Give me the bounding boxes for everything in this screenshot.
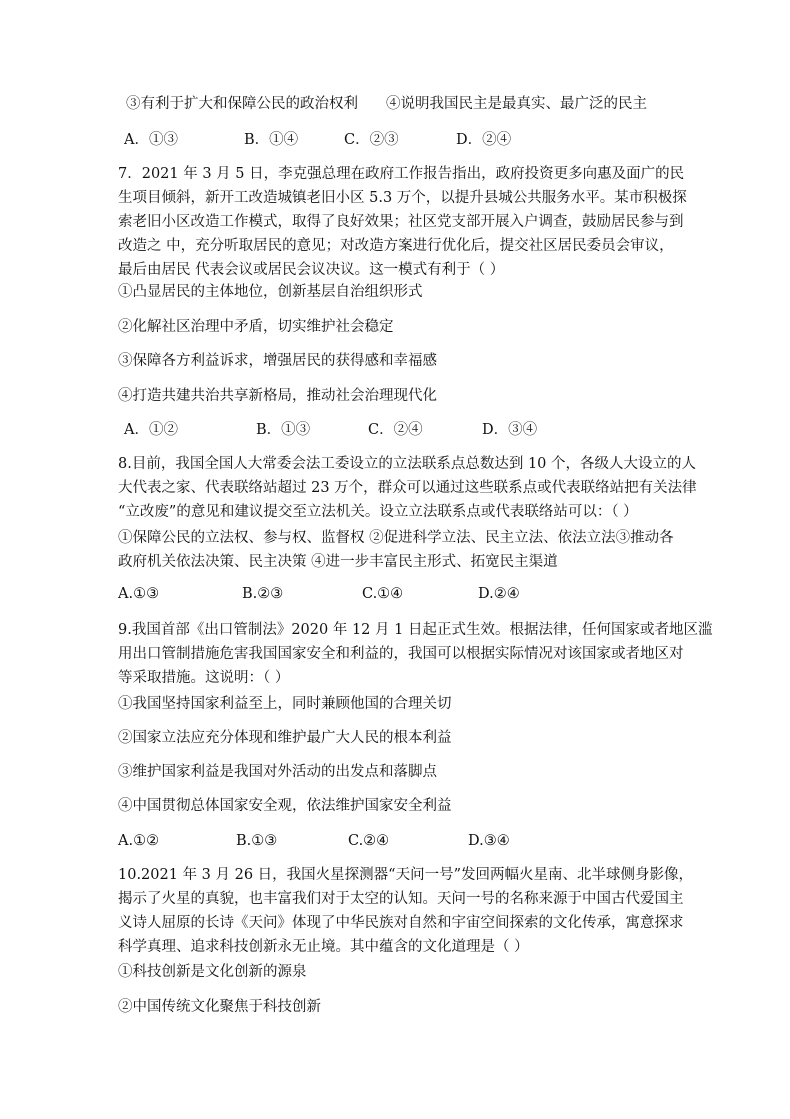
q7-stem-line: 7．2021 年 3 月 5 日，李克强总理在政府工作报告指出，政府投资更多向惠及面广的民 — [118, 166, 685, 182]
q9-statement-2: ②国家立法应充分体现和维护最广大人民的根本利益 — [118, 730, 452, 746]
q8-statement-line: ①保障公民的立法权、参与权、监督权 ②促进科学立法、民主立法、依法立法③推动各 — [118, 530, 674, 546]
q7-stem-line: 索老旧小区改造工作模式，取得了良好效果；社区党支部开展入户调查，鼓励居民参与到 — [118, 214, 684, 230]
q7-statement-3: ③保障各方利益诉求，增强居民的获得感和幸福感 — [118, 353, 437, 369]
q8-statement-line: 政府机关依法决策、民主决策 ④进一步丰富民主形式、拓宽民主渠道 — [118, 554, 558, 570]
q7-stem-line: 最后由居民 代表会议或居民会议决议。这一模式有利于（ ） — [118, 262, 505, 278]
q7-option-c[interactable]: C．②④ — [368, 422, 423, 438]
q7-options — [118, 420, 537, 440]
q7-statement-4: ④打造共建共治共享新格局，推动社会治理现代化 — [118, 388, 437, 404]
q6-option-c[interactable]: C．②③ — [344, 132, 399, 148]
q10-statement-2: ②中国传统文化聚焦于科技创新 — [118, 999, 321, 1015]
q7-stem — [118, 162, 687, 282]
q10-statement-1: ①科技创新是文化创新的源泉 — [118, 964, 307, 980]
q9-stem-line: 等采取措施。这说明：（ ） — [118, 670, 290, 686]
q6-statement-4: ④说明我国民主是最真实、最广泛的民主 — [386, 96, 647, 112]
q6-statement-3: ③有利于扩大和保障公民的政治权利 — [126, 96, 358, 112]
q6-option-d[interactable]: D．②④ — [456, 132, 512, 148]
q7-statement-2: ②化解社区治理中矛盾，切实维护社会稳定 — [118, 319, 394, 335]
q8-option-b[interactable]: B.②③ — [242, 586, 284, 602]
q9-stem-line: 9.我国首部《出口管制法》2020 年 12 月 1 日起正式生效。根据法律，任何国家或者地区滥 — [118, 622, 713, 638]
q10-stem — [118, 863, 694, 959]
q8-option-a[interactable]: A.①③ — [118, 586, 160, 602]
q6-option-b[interactable]: B．①④ — [244, 132, 299, 148]
q10-stem-line: 10.2021 年 3 月 26 日，我国火星探测器“天问一号”发回两幅火星南、北半球侧身影像， — [118, 867, 694, 883]
q6-statement-row — [118, 94, 647, 114]
q9-stem — [118, 618, 713, 690]
q8-stem-line: 大代表之家、代表联络站超过 23 万个，群众可以通过这些联系点或代表联络站把有关法律 — [118, 480, 697, 496]
q7-option-b[interactable]: B．①③ — [256, 422, 311, 438]
q8-option-d[interactable]: D.②④ — [478, 586, 520, 602]
q9-statement-1: ①我国坚持国家利益至上，同时兼顾他国的合理关切 — [118, 696, 452, 712]
q9-options — [118, 831, 510, 851]
q8-option-c[interactable]: C.①④ — [362, 586, 404, 602]
q10-stem-line: 揭示了火星的真貌，也丰富我们对于太空的认知。天问一号的名称来源于中国古代爱国主 — [118, 891, 684, 907]
q6-option-a[interactable]: A．①③ — [124, 132, 178, 148]
q9-option-c[interactable]: C.②④ — [348, 833, 390, 849]
q9-statement-4: ④中国贯彻总体国家安全观，依法维护国家安全利益 — [118, 798, 452, 814]
q10-stem-line: 义诗人屈原的长诗《天问》体现了中华民族对自然和宇宙空间探索的文化传承，寓意探求 — [118, 915, 684, 931]
q8-options — [118, 584, 520, 604]
q8-stem-line: 8.目前，我国全国人大常委会法工委设立的立法联系点总数达到 10 个，各级人大设立的人 — [118, 456, 696, 472]
q6-options — [118, 130, 511, 150]
q9-option-a[interactable]: A.①② — [118, 833, 160, 849]
q10-stem-line: 科学真理、追求科技创新永无止境。其中蕴含的文化道理是（ ） — [118, 939, 529, 955]
q7-option-a[interactable]: A．①② — [124, 422, 178, 438]
q7-statement-1: ①凸显居民的主体地位，创新基层自治组织形式 — [118, 284, 423, 300]
q9-option-d[interactable]: D.③④ — [468, 833, 510, 849]
q9-option-b[interactable]: B.①③ — [236, 833, 278, 849]
q8-stem — [118, 452, 697, 524]
q9-stem-line: 用出口管制措施危害我国国家安全和利益的，我国可以根据实际情况对该国家或者地区对 — [118, 646, 684, 662]
q7-option-d[interactable]: D．③④ — [482, 422, 538, 438]
q7-stem-line: 生项目倾斜，新开工改造城镇老旧小区 5.3 万个，以提升县城公共服务水平。某市积极探 — [118, 190, 687, 206]
q7-stem-line: 改造之 中，充分听取居民的意见；对改造方案进行优化后，提交社区居民委员会审议， — [118, 238, 674, 254]
q8-stem-line: “立改废”的意见和建议提交至立法机关。设立立法联系点或代表联络站可以：（ ） — [118, 504, 638, 520]
q9-statement-3: ③维护国家利益是我国对外活动的出发点和落脚点 — [118, 764, 437, 780]
q8-statements — [118, 526, 678, 574]
